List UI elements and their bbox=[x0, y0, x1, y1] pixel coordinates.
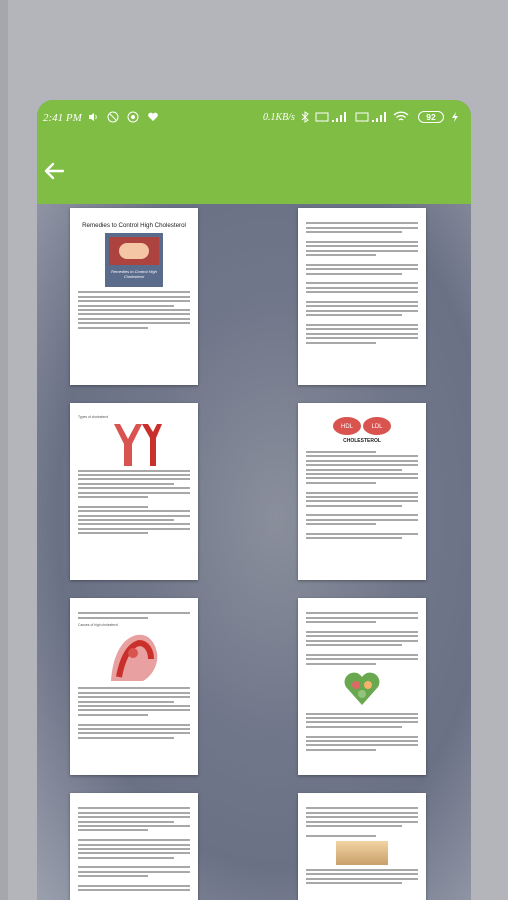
page-thumbnail-8[interactable] bbox=[298, 793, 426, 900]
cholesterol-image bbox=[105, 233, 163, 287]
battery-indicator: 92 bbox=[418, 111, 444, 123]
artery-image bbox=[104, 424, 164, 466]
page-thumbnail-4[interactable] bbox=[298, 403, 426, 580]
app-window bbox=[37, 100, 471, 900]
wifi-icon bbox=[393, 111, 409, 123]
volte-icon-2 bbox=[355, 111, 369, 123]
hdl-ldl-image bbox=[327, 415, 397, 447]
signal-icon-2 bbox=[371, 111, 387, 123]
app-bar bbox=[37, 100, 471, 204]
page-heading: Types of cholesterol bbox=[78, 415, 109, 419]
page-thumbnail-2[interactable] bbox=[298, 208, 426, 385]
svg-text:HDL: HDL bbox=[340, 424, 354, 430]
status-time: 2:41 PM bbox=[43, 112, 82, 124]
svg-text:CHOLESTEROL: CHOLESTEROL bbox=[343, 438, 381, 444]
status-bar bbox=[37, 100, 471, 136]
svg-text:LDL: LDL bbox=[371, 424, 383, 430]
signal-icon bbox=[331, 111, 347, 123]
page-thumbnail-5[interactable] bbox=[70, 598, 198, 775]
arrow-left-icon[interactable] bbox=[41, 158, 67, 184]
page-thumbnail-7[interactable] bbox=[70, 793, 198, 900]
background-strip bbox=[0, 0, 8, 900]
sync-icon bbox=[127, 111, 139, 123]
charging-icon bbox=[449, 111, 461, 123]
page-thumbnail-1[interactable] bbox=[70, 208, 198, 385]
pdf-page-grid[interactable] bbox=[37, 204, 471, 900]
heart-icon bbox=[147, 111, 159, 123]
page-thumbnail-3[interactable] bbox=[70, 403, 198, 580]
vegetables-heart-image bbox=[342, 669, 382, 709]
bluetooth-icon bbox=[299, 111, 311, 123]
page-thumbnail-6[interactable] bbox=[298, 598, 426, 775]
do-not-disturb-icon bbox=[107, 111, 119, 123]
network-speed: 0.1KB/s bbox=[263, 112, 295, 123]
food-image bbox=[336, 841, 388, 865]
page-heading: Causes of high cholesterol bbox=[78, 622, 118, 627]
image-caption: Remedies to Control High Cholesterol bbox=[111, 269, 157, 280]
volte-icon bbox=[315, 111, 329, 123]
page-title: Remedies to Control High Cholesterol bbox=[82, 222, 186, 229]
volume-icon bbox=[87, 111, 99, 123]
heart-artery-image bbox=[103, 631, 165, 683]
